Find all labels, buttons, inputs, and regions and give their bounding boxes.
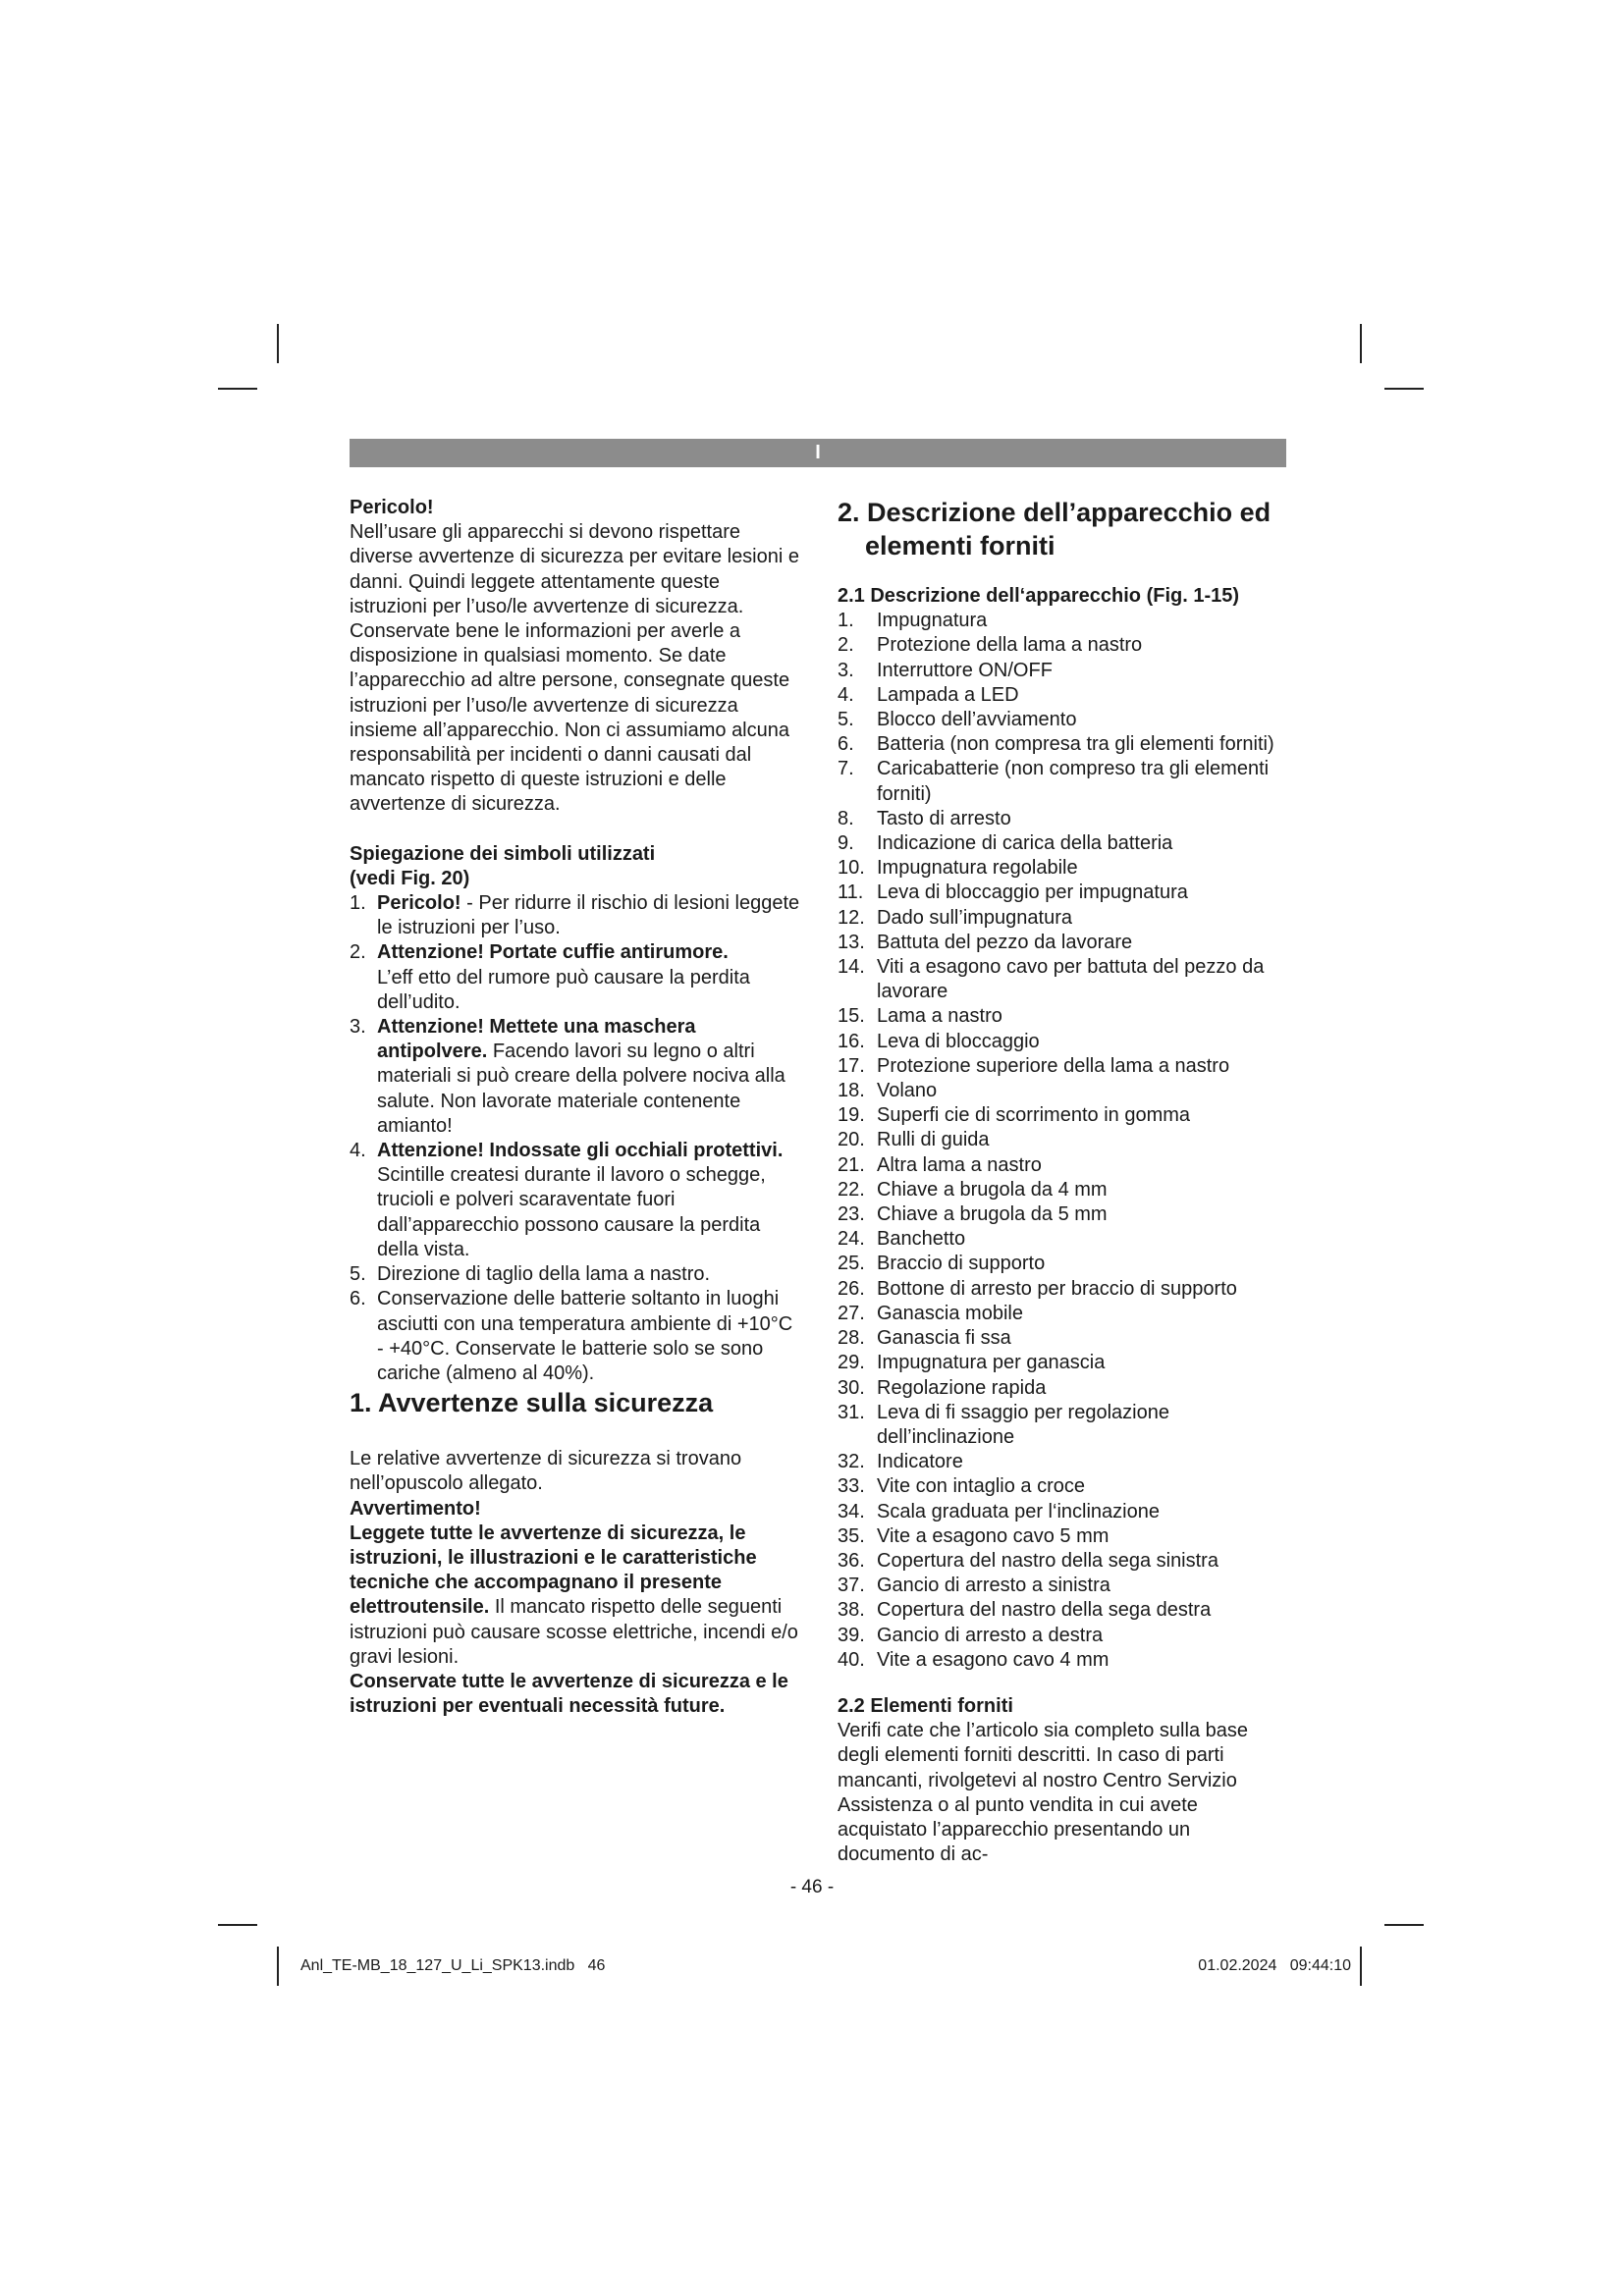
part-number: 27. (838, 1302, 865, 1324)
part-text: Lama a nastro (877, 1005, 1002, 1028)
part-item (838, 609, 1289, 633)
crop-mark (1384, 388, 1424, 390)
symbol-bold: Attenzione! Portate cuffie antirumore. (377, 941, 729, 964)
part-number: 40. (838, 1648, 865, 1671)
part-number: 18. (838, 1080, 865, 1102)
part-item (838, 1178, 1289, 1202)
part-number: 14. (838, 956, 865, 979)
part-text: Protezione della lama a nastro (877, 634, 1143, 657)
symbol-item (350, 940, 801, 1015)
part-text: Scala graduata per l‘inclinazione (877, 1500, 1160, 1522)
part-text: Impugnatura (877, 610, 988, 632)
part-item (838, 1450, 1289, 1474)
part-item (838, 1474, 1289, 1499)
symbol-number: 1. (350, 892, 366, 915)
part-item (838, 1004, 1289, 1029)
part-item (838, 931, 1289, 955)
left-column (350, 496, 801, 1719)
part-item (838, 1376, 1289, 1401)
part-text: Braccio di supporto (877, 1253, 1046, 1275)
symbol-number: 5. (350, 1263, 366, 1286)
part-item (838, 881, 1289, 905)
part-item (838, 1302, 1289, 1326)
part-text: Bottone di arresto per braccio di supporto (877, 1277, 1237, 1300)
part-item (838, 955, 1289, 1004)
crop-mark (1360, 1947, 1362, 1986)
part-text: Leva di bloccaggio per impugnatura (877, 881, 1188, 904)
part-item (838, 1153, 1289, 1178)
keep-instructions: Conservate tutte le avvertenze di sicurezza e le istruzioni per eventuali necessità future. (350, 1670, 788, 1718)
part-text: Impugnatura per ganascia (877, 1352, 1106, 1374)
right-column (838, 496, 1289, 1867)
symbol-number: 4. (350, 1140, 366, 1162)
part-text: Vite a esagono cavo 4 mm (877, 1648, 1110, 1671)
part-text: Volano (877, 1080, 938, 1102)
part-item (838, 1202, 1289, 1227)
part-text: Caricabatterie (non compreso tra gli elementi forniti) (877, 758, 1270, 805)
symbol-bold: Attenzione! Mettete una maschera antipolvere. (377, 1016, 696, 1063)
page-number: - 46 - (789, 1877, 835, 1897)
part-text: Impugnatura regolabile (877, 857, 1078, 880)
part-item (838, 1648, 1289, 1673)
part-item (838, 1574, 1289, 1598)
part-text: Regolazione rapida (877, 1376, 1047, 1399)
part-number: 36. (838, 1549, 865, 1572)
crop-mark (277, 324, 279, 363)
part-item (838, 1054, 1289, 1079)
part-number: 2. (838, 634, 854, 657)
part-text: Lampada a LED (877, 683, 1019, 706)
part-number: 28. (838, 1327, 865, 1350)
part-number: 39. (838, 1624, 865, 1646)
part-item (838, 1103, 1289, 1128)
symbol-text: - Per ridurre il rischio di lesioni leggete le istruzioni per l’uso. (377, 892, 800, 939)
part-item (838, 1227, 1289, 1252)
part-number: 19. (838, 1104, 865, 1127)
part-item (838, 732, 1289, 757)
section1-intro: Le relative avvertenze di sicurezza si trovano nell’opuscolo allegato. (350, 1448, 742, 1495)
crop-mark (218, 388, 257, 390)
symbol-text: Facendo lavori su legno o altri materiali si può creare della polvere nociva alla salute. Non lavorate materiale contenente amianto! (377, 1041, 785, 1137)
part-number: 1. (838, 610, 854, 632)
part-number: 35. (838, 1524, 865, 1547)
part-text: Blocco dell’avviamento (877, 709, 1077, 731)
part-number: 4. (838, 683, 854, 706)
danger-text: Nell’usare gli apparecchi si devono rispettare diverse avvertenze di sicurezza per evitare lesioni e danni. Quindi leggete attentamente queste istruzioni per l’uso/le avvertenze di sicurezza. Conservate bene le informazioni per averle a disposizione in qualsiasi momento. Se date l’apparecchio ad altre persone, consegnate queste istruzioni per l’uso/le avvertenze di sicurezza insieme all’apparecchio. Non ci assumiamo alcuna responsabilità per incidenti o danni causati dal mancato rispetto di queste istruzioni e delle avvertenze di sicurezza. (350, 521, 799, 816)
part-item (838, 1252, 1289, 1276)
symbol-item (350, 1139, 801, 1262)
symbol-text: Conservazione delle batterie soltanto in luoghi asciutti con una temperatura ambiente di +10°C - +40°C. Conservate le batterie solo se sono cariche (almeno al 40%). (377, 1288, 793, 1384)
part-number: 8. (838, 807, 854, 829)
part-number: 16. (838, 1030, 865, 1052)
part-text: Gancio di arresto a destra (877, 1624, 1104, 1646)
part-number: 23. (838, 1203, 865, 1226)
subsection-2-2-text: Verifi cate che l’articolo sia completo sulla base degli elementi forniti descritti. In caso di parti mancanti, rivolgetevi al nostro Centro Servizio Assistenza o al punto vendita in cui avete acquistato l’apparecchio presentando un documento di ac- (838, 1720, 1248, 1866)
part-item (838, 1030, 1289, 1054)
symbol-item (350, 1287, 801, 1386)
section1-title: 1. Avvertenze sulla sicurezza (350, 1388, 714, 1418)
part-text: Copertura del nastro della sega sinistra (877, 1549, 1218, 1572)
danger-title: Pericolo! (350, 497, 434, 518)
part-number: 3. (838, 659, 854, 681)
part-number: 30. (838, 1376, 865, 1399)
symbol-number: 2. (350, 941, 366, 964)
part-item (838, 757, 1289, 806)
part-text: Indicatore (877, 1451, 963, 1473)
symbols-subtitle: (vedi Fig. 20) (350, 867, 470, 889)
part-text: Battuta del pezzo da lavorare (877, 931, 1133, 953)
part-item (838, 1401, 1289, 1450)
part-item (838, 633, 1289, 658)
part-text: Superfi cie di scorrimento in gomma (877, 1104, 1191, 1127)
part-number: 20. (838, 1129, 865, 1151)
warning-bold: Leggete tutte le avvertenze di sicurezza, le istruzioni, le illustrazioni e le caratteristiche tecniche che accompagnano il presente elettroutensile. (350, 1522, 757, 1619)
part-text: Copertura del nastro della sega destra (877, 1599, 1212, 1622)
symbol-bold: Attenzione! Indossate gli occhiali protettivi. (377, 1140, 784, 1162)
part-item (838, 1079, 1289, 1103)
part-number: 25. (838, 1253, 865, 1275)
part-number: 12. (838, 906, 865, 929)
part-item (838, 683, 1289, 708)
part-text: Protezione superiore della lama a nastro (877, 1054, 1230, 1077)
part-number: 38. (838, 1599, 865, 1622)
part-item (838, 906, 1289, 931)
part-text: Gancio di arresto a sinistra (877, 1575, 1110, 1597)
part-text: Leva di bloccaggio (877, 1030, 1040, 1052)
part-item (838, 1500, 1289, 1524)
part-text: Altra lama a nastro (877, 1153, 1042, 1176)
part-item (838, 1128, 1289, 1152)
part-item (838, 659, 1289, 683)
part-text: Interruttore ON/OFF (877, 659, 1053, 681)
section2-title (838, 496, 1289, 562)
part-item (838, 1524, 1289, 1549)
part-number: 21. (838, 1153, 865, 1176)
language-marker: I (815, 442, 821, 463)
part-text: Viti a esagono cavo per battuta del pezzo da lavorare (877, 956, 1265, 1003)
symbol-text: L’eff etto del rumore può causare la perdita dell’udito. (377, 966, 750, 1013)
part-number: 15. (838, 1005, 865, 1028)
part-number: 7. (838, 758, 854, 780)
part-text: Vite con intaglio a croce (877, 1475, 1085, 1498)
language-header-bar (350, 439, 1286, 467)
part-number: 34. (838, 1500, 865, 1522)
symbol-number: 6. (350, 1288, 366, 1310)
part-text: Chiave a brugola da 5 mm (877, 1203, 1108, 1226)
part-item (838, 831, 1289, 856)
part-item (838, 1624, 1289, 1648)
part-item (838, 708, 1289, 732)
part-number: 37. (838, 1575, 865, 1597)
part-number: 26. (838, 1277, 865, 1300)
part-number: 32. (838, 1451, 865, 1473)
part-text: Batteria (non compresa tra gli elementi forniti) (877, 733, 1274, 756)
symbols-title: Spiegazione dei simboli utilizzati (350, 842, 656, 865)
crop-mark (218, 1924, 257, 1926)
symbol-text: Scintille createsi durante il lavoro o schegge, trucioli e polveri scaraventate fuori dall’apparecchio possono causare la perdita della vista. (377, 1164, 766, 1260)
symbol-bold: Pericolo! (377, 892, 461, 915)
part-item (838, 1326, 1289, 1351)
part-item (838, 1351, 1289, 1375)
part-text: Rulli di guida (877, 1129, 990, 1151)
part-number: 11. (838, 881, 864, 904)
crop-mark (277, 1947, 279, 1986)
part-text: Indicazione di carica della batteria (877, 832, 1173, 855)
footer-file-name: Anl_TE-MB_18_127_U_Li_SPK13.indb 46 (300, 1957, 606, 1974)
symbol-number: 3. (350, 1016, 366, 1039)
part-text: Ganascia mobile (877, 1302, 1023, 1324)
part-item (838, 1598, 1289, 1623)
part-number: 6. (838, 733, 854, 756)
part-text: Dado sull’impugnatura (877, 906, 1073, 929)
crop-mark (1360, 324, 1362, 363)
symbol-text: Direzione di taglio della lama a nastro. (377, 1263, 711, 1286)
warning-paragraph (350, 1522, 801, 1670)
part-number: 29. (838, 1352, 865, 1374)
parts-list (838, 609, 1289, 1673)
part-item (838, 807, 1289, 831)
warning-title: Avvertimento! (350, 1497, 481, 1520)
section2-title-line1: 2. Descrizione dell’apparecchio ed (838, 498, 1272, 527)
part-number: 31. (838, 1401, 865, 1423)
crop-mark (1384, 1924, 1424, 1926)
section2-title-line2: elementi forniti (865, 531, 1056, 561)
part-number: 33. (838, 1475, 865, 1498)
part-number: 22. (838, 1178, 865, 1201)
part-number: 9. (838, 832, 854, 855)
subsection-2-1-title: 2.1 Descrizione dell‘apparecchio (Fig. 1-15) (838, 585, 1240, 607)
part-number: 13. (838, 931, 865, 953)
part-text: Banchetto (877, 1228, 966, 1251)
part-text: Ganascia fi ssa (877, 1327, 1011, 1350)
part-text: Tasto di arresto (877, 807, 1011, 829)
part-text: Leva di fi ssaggio per regolazione dell’inclinazione (877, 1401, 1169, 1448)
part-number: 10. (838, 857, 865, 880)
part-number: 24. (838, 1228, 865, 1251)
part-item (838, 856, 1289, 881)
warning-text: Il mancato rispetto delle seguenti istruzioni può causare scosse elettriche, incendi e/o gravi lesioni. (350, 1596, 798, 1668)
symbol-item (350, 1015, 801, 1139)
part-number: 17. (838, 1054, 865, 1077)
part-number: 5. (838, 709, 854, 731)
symbol-item (350, 891, 801, 940)
symbol-item (350, 1262, 801, 1287)
footer-timestamp: 01.02.2024 09:44:10 (1198, 1957, 1351, 1974)
subsection-2-2-title: 2.2 Elementi forniti (838, 1694, 1013, 1717)
part-text: Chiave a brugola da 4 mm (877, 1178, 1108, 1201)
symbols-list (350, 891, 801, 1386)
part-text: Vite a esagono cavo 5 mm (877, 1524, 1110, 1547)
part-item (838, 1549, 1289, 1574)
part-item (838, 1277, 1289, 1302)
